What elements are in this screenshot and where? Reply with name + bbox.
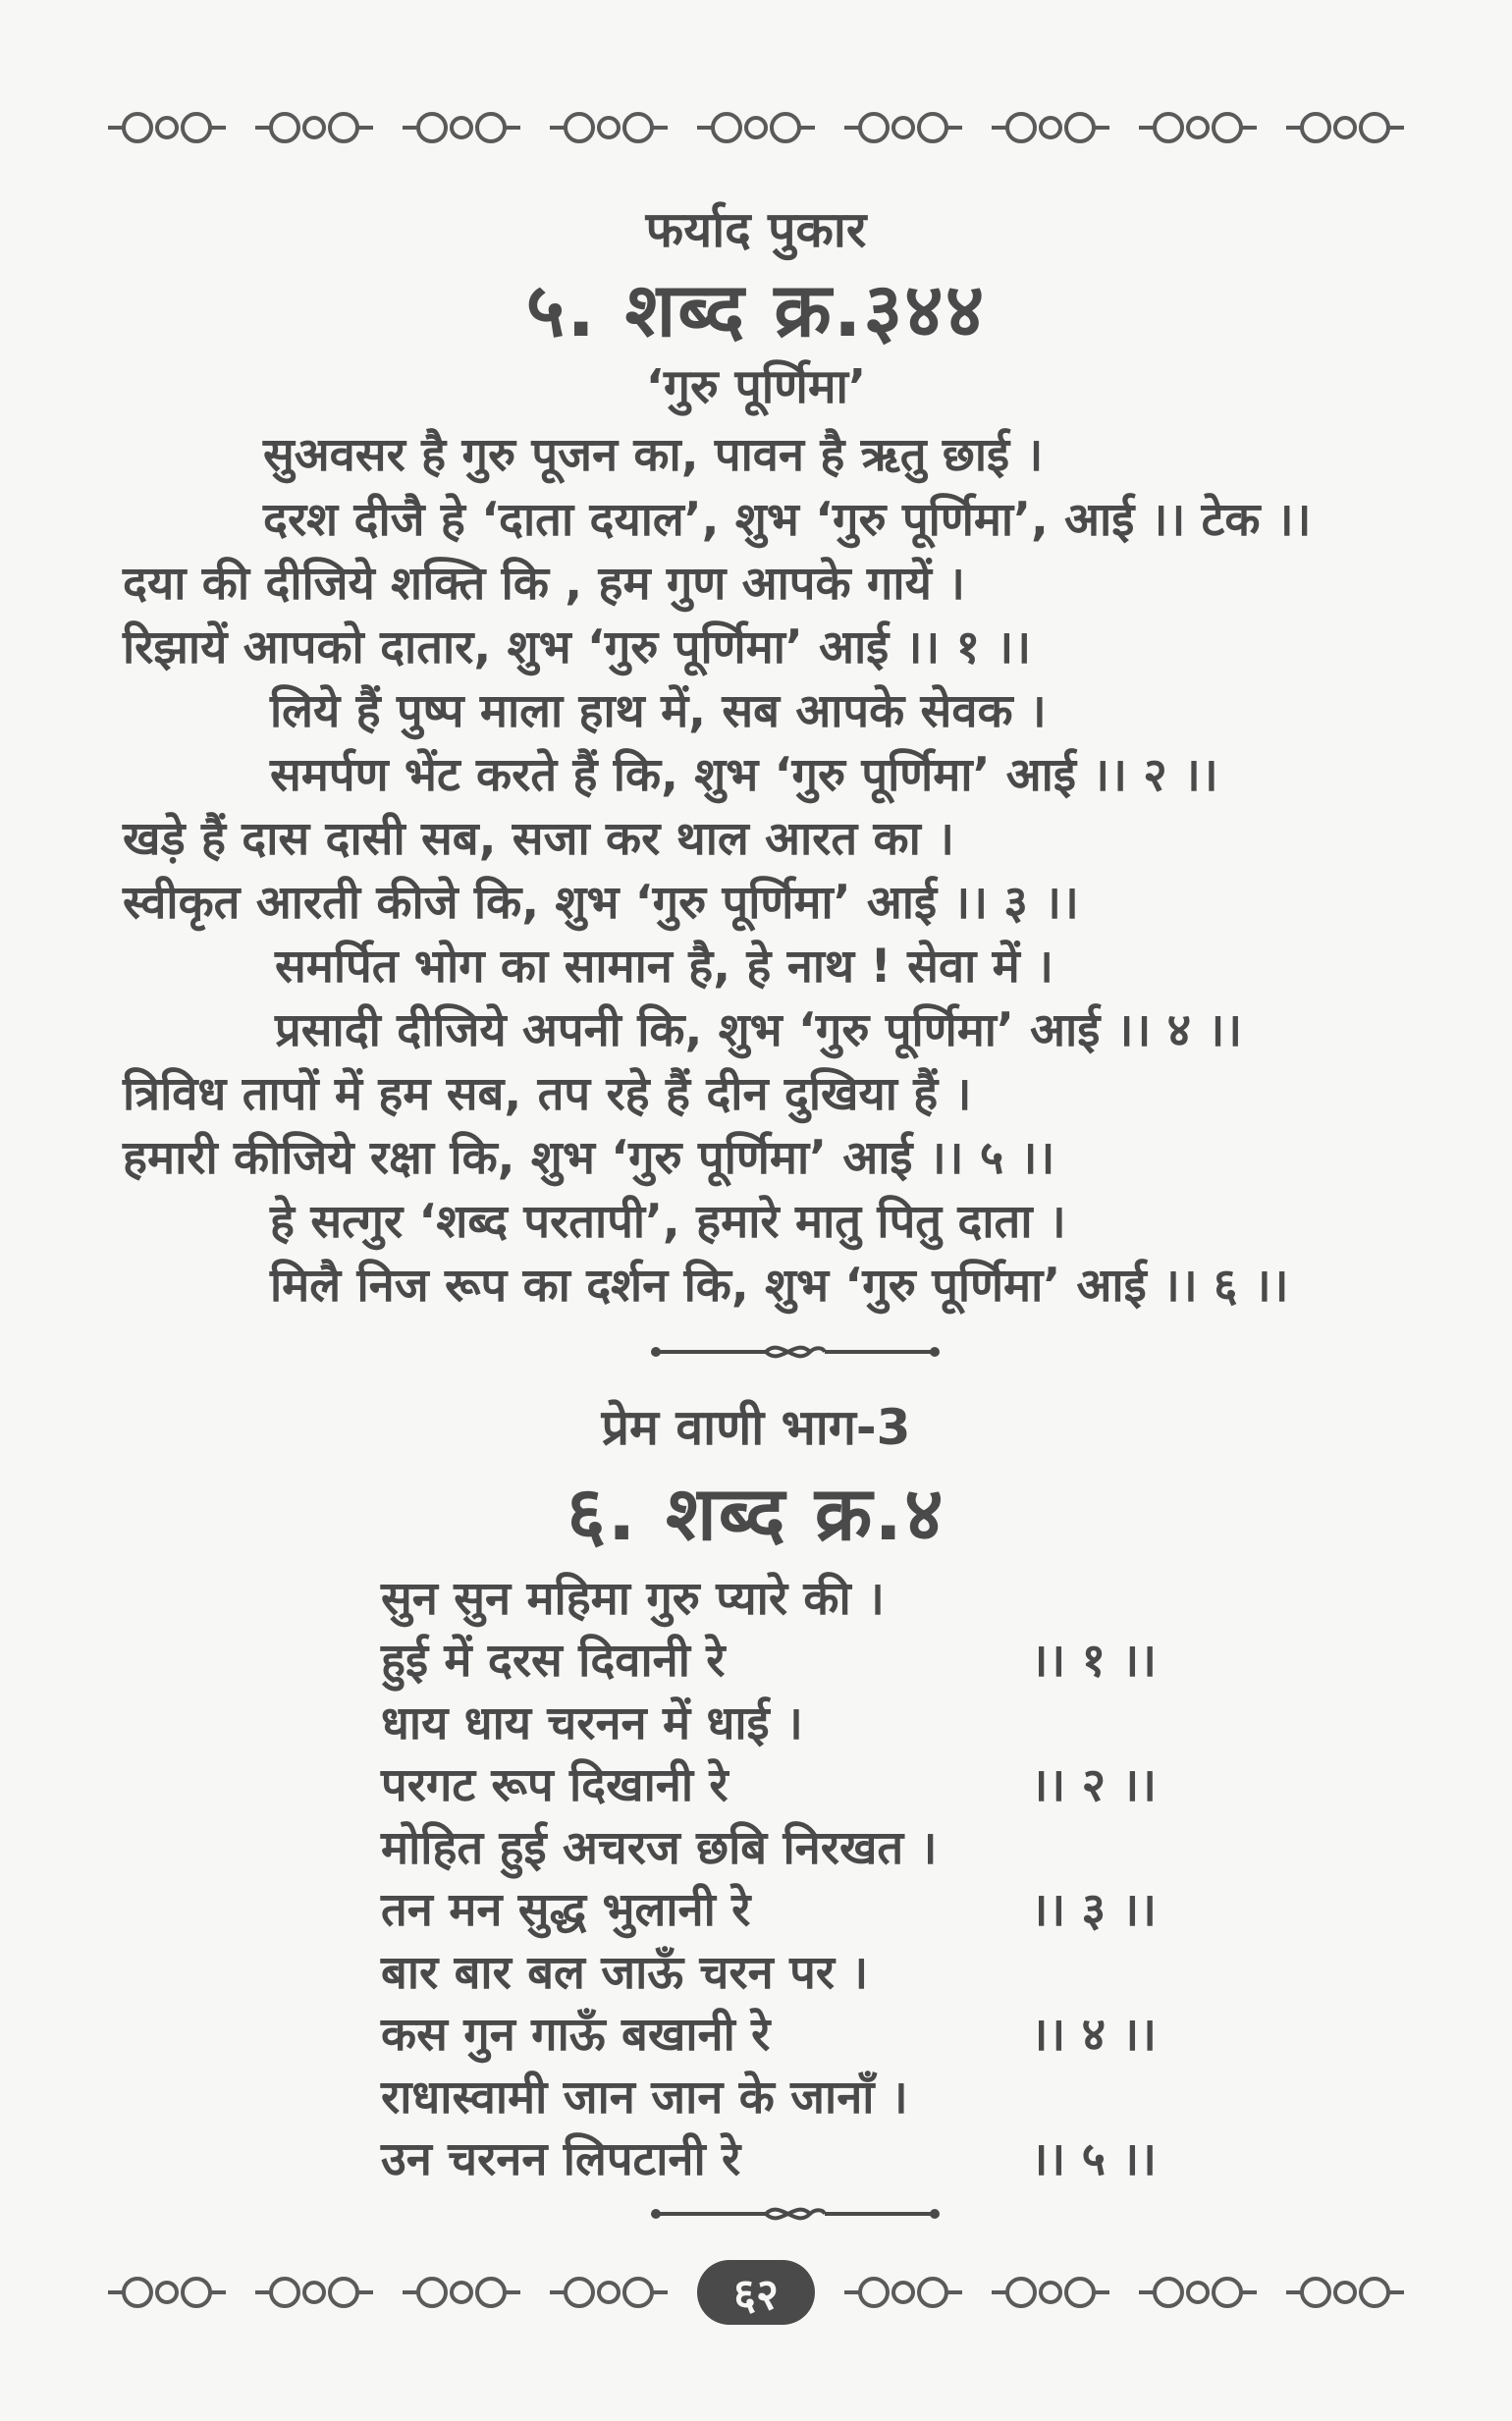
poem-line: मिलै निज रूप का दर्शन कि, शुभ ‘गुरु पूर्णिमा’ आई ।। ६ ।। — [270, 1259, 1289, 1313]
poem-line — [381, 1752, 1166, 1815]
poem-line-text: मोहित हुई अचरज छबि निरखत । — [381, 1820, 938, 1875]
bottom-ornament-border — [108, 2248, 1404, 2337]
poem-line — [381, 1565, 1166, 1628]
poem-line — [381, 1628, 1166, 1691]
poem-line — [381, 1939, 1166, 2002]
floral-ornament-icon — [844, 2263, 962, 2322]
poem-line-text: राधास्वामी जान जान के जानाँ । — [381, 2070, 908, 2125]
poem-line — [381, 1877, 1166, 1940]
floral-ornament-icon — [992, 2263, 1109, 2322]
poem-line-text: धाय धाय चरनन में धाई । — [381, 1695, 803, 1750]
section-subtitle: ‘गुरु पूर्णिमा’ — [645, 359, 867, 414]
verse-number: ।। ५ ।। — [1030, 2132, 1157, 2187]
poem-line-text: परगट रूप दिखानी रे — [381, 1758, 729, 1813]
floral-ornament-icon — [844, 98, 962, 157]
floral-ornament-icon — [1139, 98, 1257, 157]
floral-ornament-icon — [255, 2263, 373, 2322]
floral-ornament-icon — [550, 2263, 668, 2322]
floral-ornament-icon — [108, 2263, 226, 2322]
poem-line: खड़े हैं दास दासी सब, सजा कर थाल आरत का । — [123, 812, 954, 866]
floral-ornament-icon — [1286, 2263, 1404, 2322]
poem-line: दरश दीजै हे ‘दाता दयाल’, शुभ ‘गुरु पूर्णिमा’, आई ।। टेक ।। — [263, 493, 1312, 547]
floral-ornament-icon — [1139, 2263, 1257, 2322]
poem-line — [381, 2126, 1166, 2189]
poem-line: दया की दीजिये शक्ति कि , हम गुण आपके गायें । — [123, 557, 965, 611]
poem-line — [381, 1814, 1166, 1877]
poem-line — [381, 2002, 1166, 2065]
poem-line: समर्पण भेंट करते हैं कि, शुभ ‘गुरु पूर्णिमा’ आई ।। २ ।। — [270, 748, 1218, 802]
floral-ornament-icon — [697, 98, 815, 157]
poem-line: त्रिविध तापों में हम सब, तप रहे हैं दीन दुखिया हैं । — [123, 1067, 972, 1121]
poem-line-text: हुई में दरस दिवानी रे — [381, 1634, 726, 1689]
section-source-title: प्रेम वाणी भाग-3 — [601, 1399, 911, 1456]
poem-line: प्रसादी दीजिये अपनी कि, शुभ ‘गुरु पूर्णिमा’ आई ।। ४ ।। — [275, 1003, 1243, 1057]
poem-line: स्वीकृत आरती कीजे कि, शुभ ‘गुरु पूर्णिमा’ आई ।। ३ ।। — [123, 876, 1079, 930]
divider-ornament-icon — [648, 2199, 943, 2229]
divider-ornament-icon — [648, 1337, 943, 1367]
section-source-title: फर्याद पुकार — [645, 201, 867, 258]
poem-line: लिये हैं पुष्प माला हाथ में, सब आपके सेवक । — [270, 684, 1047, 738]
section-number-heading: ५. शब्द क्र.३४४ — [525, 266, 987, 353]
verse-number: ।। १ ।। — [1030, 1634, 1157, 1689]
poem-line: समर्पित भोग का सामान है, हे नाथ ! सेवा में । — [275, 940, 1053, 994]
poem-line — [381, 1690, 1166, 1752]
floral-ornament-icon — [403, 2263, 520, 2322]
poem-line: रिझायें आपको दातार, शुभ ‘गुरु पूर्णिमा’ आई ।। १ ।। — [123, 620, 1032, 674]
poem-line-text: सुन सुन महिमा गुरु प्यारे की । — [381, 1571, 885, 1626]
poem-line-text: उन चरनन लिपटानी रे — [381, 2132, 741, 2187]
floral-ornament-icon — [403, 98, 520, 157]
poem-line: हे सत्गुर ‘शब्द परतापी’, हमारे मातु पितु दाता । — [270, 1195, 1066, 1249]
floral-ornament-icon — [1286, 98, 1404, 157]
top-ornament-border — [108, 83, 1404, 172]
poem-line: हमारी कीजिये रक्षा कि, शुभ ‘गुरु पूर्णिमा’ आई ।। ५ ।। — [123, 1131, 1055, 1185]
verse-number: ।। २ ।। — [1030, 1758, 1157, 1813]
poem-line-text: तन मन सुद्ध भुलानी रे — [381, 1883, 751, 1938]
floral-ornament-icon — [255, 98, 373, 157]
floral-ornament-icon — [108, 98, 226, 157]
poem-line-text: कस गुन गाऊँ बखानी रे — [381, 2008, 771, 2063]
poem-block — [381, 1565, 1166, 2188]
poem-line — [381, 2064, 1166, 2126]
verse-number: ।। ४ ।। — [1030, 2008, 1157, 2063]
poem-line: सुअवसर है गुरु पूजन का, पावन है ऋतु छाई । — [263, 428, 1044, 482]
page-number: ६२ — [697, 2260, 815, 2325]
floral-ornament-icon — [992, 98, 1109, 157]
section-number-heading: ६. शब्द क्र.४ — [567, 1470, 945, 1557]
floral-ornament-icon — [550, 98, 668, 157]
poem-line-text: बार बार बल जाऊँ चरन पर । — [381, 1945, 869, 2000]
verse-number: ।। ३ ।। — [1030, 1883, 1157, 1938]
